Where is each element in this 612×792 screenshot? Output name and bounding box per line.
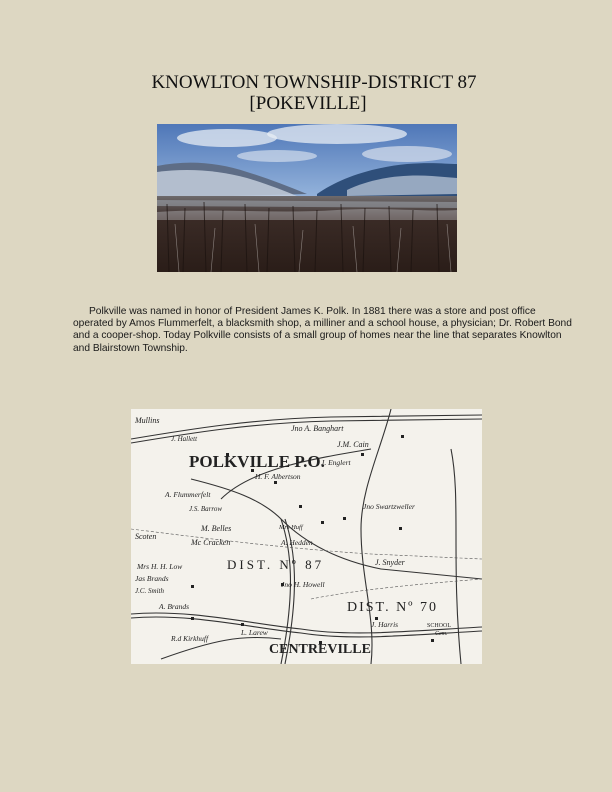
map-label-albertson: H. F. Albertson [255, 472, 301, 481]
map-label-larew: L. Larew [241, 628, 268, 637]
map-label-smith: J.C. Smith [135, 587, 164, 595]
map-label-englert: J. Englert [321, 458, 351, 467]
map-label-hallett: J. Hallett [171, 435, 198, 443]
map-label-school: SCHOOL [427, 623, 452, 629]
map-label-banghart: Jno A. Banghart [291, 424, 344, 433]
history-paragraph: Polkville was named in honor of President James K. Polk. In 1881 there was a store and post office operated by Amos Flummerfelt, a blacksmith shop, a milliner and a school house, a physician; Dr. Robert Bond and a cooper-shop. Today Polkville consists of a small group of homes near the line that separates Knowlton and Blairstown Township. [73, 306, 572, 354]
historic-map [131, 409, 482, 664]
map-label-cem: Cem. [435, 631, 448, 637]
map-label-barrow: J.S. Barrow [189, 505, 222, 513]
map-label-huff: Mrs Huff [279, 524, 303, 531]
map-label-brands: A. Brands [159, 602, 189, 611]
map-label-mullins: Mullins [135, 416, 160, 425]
title-line-2: [POKEVILLE] [249, 93, 367, 114]
map-label-kirkhuff: R.d Kirkhuff [171, 634, 209, 643]
landscape-photo [157, 124, 457, 272]
map-label-swartzwelder: Jno Swartzweller [363, 502, 415, 511]
map-label-centreville: CENTREVILLE [269, 642, 371, 657]
map-label-dist70: DIST. Nº 70 [347, 600, 439, 615]
map-label-low: Mrs H. H. Low [137, 562, 183, 571]
map-label-belles: M. Belles [201, 524, 232, 533]
map-label-flummerfelt: A. Flummerfelt [165, 490, 211, 499]
map-label-howell: Jno H. Howell [281, 580, 325, 589]
map-label-dist87: DIST. Nº 87 [227, 557, 325, 572]
map-label-harris: J. Harris [371, 620, 399, 629]
title-line-1: KNOWLTON TOWNSHIP-DISTRICT 87 [151, 72, 477, 93]
map-label-scoten: Scoten [135, 532, 157, 541]
map-label-hedden: A. Hedden [281, 538, 313, 547]
map-label-cain: J.M. Cain [337, 440, 369, 449]
map-label-brands2: Jas Brands [135, 574, 169, 583]
map-label-snyder: J. Snyder [375, 558, 405, 567]
map-label-polkville: POLKVILLE P.O. [189, 452, 325, 471]
map-label-mccracken: Mc Cracken [191, 538, 231, 547]
page-title [0, 72, 612, 114]
